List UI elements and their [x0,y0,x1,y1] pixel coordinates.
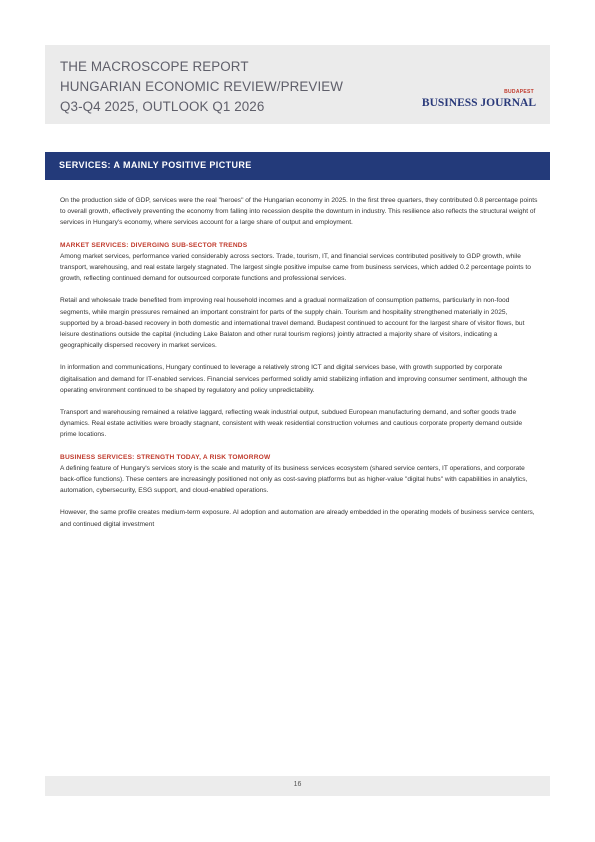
section-heading-bar [45,152,550,180]
subheading-business-services: BUSINESS SERVICES: STRENGTH TODAY, A RISK TOMORROW [60,453,271,461]
paragraph: Transport and warehousing remained a relative laggard, reflecting weak industrial output, subdued European manufacturing demand, and softer goods trade dynamics. Real estate activities were broadly stagnant, consistent with weak residential construction volumes and cautious corporate property demand outside prime locations. [60,409,523,439]
paragraph: Among market services, performance varied considerably across sectors. Trade, tourism, IT, and financial services contributed positively to GDP growth, while transport, warehousing, and real estate largely stagnated. The largest single positive impulse came from business services, which added 0.2 percentage points to growth, reflecting continued demand for outsourced corporate functions and professional services. [60,252,531,283]
report-title [60,57,343,117]
page-number: 16 [293,781,302,788]
business-journal-logo [416,89,536,115]
paragraph: However, the same profile creates medium-term exposure. AI adoption and automation are already embedded in the operating models of business service centers, and continued digital investment [60,509,535,528]
report-title-line-2: HUNGARIAN ECONOMIC REVIEW/PREVIEW [60,79,344,94]
report-header [45,45,550,124]
report-title-line-1: THE MACROSCOPE REPORT [60,59,249,74]
subheading-market-services: MARKET SERVICES: DIVERGING SUB-SECTOR TRENDS [60,241,248,249]
article-body [60,195,538,541]
intro-paragraph: On the production side of GDP, services were the real "heroes" of the Hungarian economy in 2025. In the first three quarters, they contributed 0.8 percentage points to overall growth, effectively preventing the economy from falling into recession despite the downturn in industry. This resilience also reflects the structural weight of services in Hungary's economy, where services account for a large share of output and employment. [60,197,538,227]
paragraph: In information and communications, Hungary continued to leverage a relatively strong ICT and digital services base, with growth supported by corporate digitalisation and demand for IT-enabled services. Financial services performed solidly amid stabilizing inflation and improving consumer sentiment, although the operating environment continued to be shaped by regulatory and policy unpredictability. [60,364,528,394]
paragraph: Retail and wholesale trade benefited from improving real household incomes and a gradual normalization of consumption patterns, particularly in non-food segments, while margin pressures remained an important constraint for parts of the supply chain. Tourism and hospitality strengthened materially in 2025, supported by a broad-based recovery in both domestic and international travel demand. Budapest continued to account for the largest share of visitor flows, but leisure destinations outside the capital (including Lake Balaton and other rural tourism regions) jointly attracted a majority share of visitors, indicating a geographically dispersed recovery in market services. [60,297,525,350]
page-footer [45,776,550,796]
logo-city: BUDAPEST [504,89,534,95]
section-title: SERVICES: A MAINLY POSITIVE PICTURE [59,160,252,170]
logo-wordmark: BUSINESS JOURNAL [421,97,536,109]
report-title-line-3: Q3-Q4 2025, OUTLOOK Q1 2026 [60,99,265,114]
paragraph: A defining feature of Hungary's services story is the scale and maturity of its business services ecosystem (shared service centers, IT operations, and corporate back-office functions). These centers are increasingly positioned not only as cost-saving platforms but as higher-value "digital hubs" with capabilities in analytics, automation, cybersecurity, ESG support, and cloud-enabled operations. [60,464,528,495]
